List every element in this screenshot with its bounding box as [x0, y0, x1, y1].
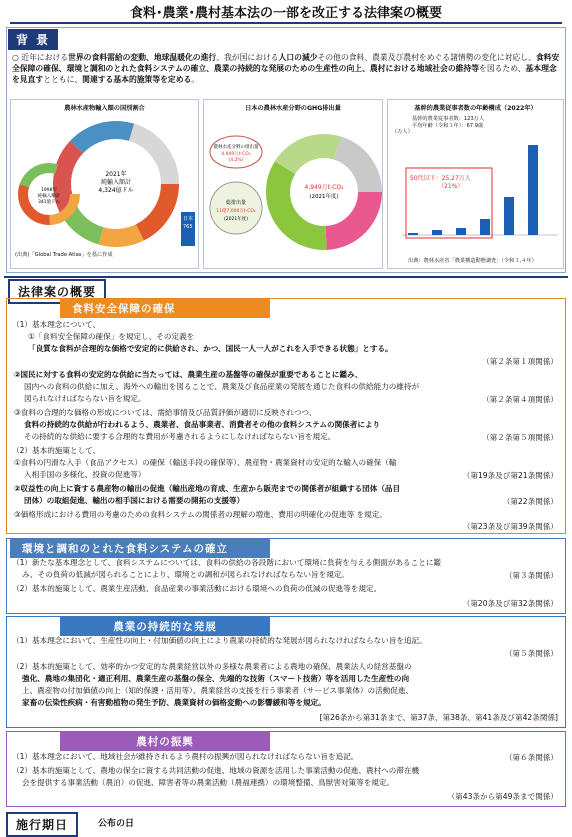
svg-text:農林水産分野の排出量: 農林水産分野の排出量 — [213, 145, 259, 150]
text-line: 強化、農地の集団化・適正利用、農業生産の基盤の保全、先端的な技術（スマート技術）等を活用した生産性の向 — [22, 674, 410, 683]
text-line: 入相手国の多様化、投資の促進等） — [24, 470, 146, 479]
article-ref: （第６条関係） — [504, 753, 558, 762]
svg-text:1998年: 1998年 — [41, 188, 57, 193]
text-line: （2）基本的施策として、農地の保全に資する共同活動の促進、地域の資源を活用した事業活動の促進、農村への滞在機 — [12, 766, 420, 775]
text-line: ③価格形成における費用の考慮のための食料システムの関係者の理解の増進、費用の明確化の促進等 を規定。 — [14, 510, 387, 519]
article-ref: （第３条関係） — [504, 571, 558, 580]
background-text: ○ 近年における世界の食料需給の変動、地球温暖化の進行、我が国における人口の減少その他の食料、農業及び農村をめぐる諸情勢の変化に対応し、食料安全保障の確保、環境と調和のとれた食料システムの確立、農業の持続的な発展のための生産性の向上、農村における地域社会の維持等を図るため、基本理念を見直すとともに、関連する基本的施策等を定める。 — [12, 53, 560, 84]
import-share-chart — [10, 99, 199, 269]
text-line: （2）基本的施策として、農業生産活動、食品産業の事業活動における環境への負荷の低減の促進等を規定。 — [12, 584, 382, 593]
chart-source: 出典：農林水産省「農業構造動態調査」（令和３,４年） — [408, 258, 537, 264]
article-ref: （第２条第５項関係） — [482, 433, 558, 442]
article-ref: （第20条及び第32条関係） — [462, 599, 558, 608]
article-ref: （第５条関係） — [504, 649, 558, 658]
farmer-age-chart — [387, 99, 564, 269]
svg-text:（21%）: （21%） — [438, 183, 464, 190]
article-ref: （第22条関係） — [502, 497, 558, 506]
text-line: 家畜の伝染性疾病・有害動植物の発生予防、農業資材の価格変動への影響緩和等を規定。 — [22, 698, 326, 707]
import-donut — [11, 112, 200, 262]
svg-text:(4.2%): (4.2%) — [228, 158, 244, 163]
text-line: その持続的な供給に要する合理的な費用が考慮されるようにしなければならない旨を規定。 — [24, 432, 336, 441]
text-line: （1）基本理念において、地域社会が維持されるよう農村の振興が図られなければならない旨を追記。 — [12, 752, 359, 761]
article-ref: （第43条から第49条まで関係） — [447, 792, 558, 801]
svg-text:4,949万t-CO₂: 4,949万t-CO₂ — [221, 152, 251, 157]
ghg-chart — [203, 99, 383, 269]
background-label: 背 景 — [8, 29, 58, 50]
chart-source: (出典)「Global Trade Atlas」を基に作成 — [15, 252, 113, 258]
text-line: 「良質な食料が合理的な価格で安定的に供給され、かつ、国民一人一人がこれを入手できる状態」とする。 — [28, 344, 393, 353]
text-line: （2）基本的施策として、 — [12, 446, 101, 455]
article-ref: （第19条及び第21条関係） — [462, 471, 558, 480]
section-heading: 環境と調和のとれた食料システムの確立 — [10, 539, 270, 558]
text-line: ②収益性の向上に資する農産物の輸出の促進（輸出産地の育成、生産から販売までの関係者が組織する団体（品目 — [14, 484, 401, 493]
svg-text:(2021年度): (2021年度) — [224, 217, 248, 222]
text-line: 国内への食料の供給に加え、海外への輸出を図ることで、農業及び食品産業の発展を通じた食料の供給能力の維持が — [24, 382, 420, 391]
svg-text:11億7,000万t-CO₂: 11億7,000万t-CO₂ — [216, 209, 256, 214]
text-line: ②国民に対する食料の安定的な供給に当たっては、農業生産の基盤等の確保が重要であることに鑑み、 — [14, 370, 363, 379]
text-line: 団体）の取組促進、輸出の相手国における需要の開拓の支援等） — [24, 496, 245, 505]
text-line: ①「食料安全保障の確保」を規定し、その定義を — [28, 332, 195, 341]
chart-title: 基幹的農業従事者数の年齢構成（2022年） — [414, 105, 537, 112]
law-divider — [4, 276, 568, 278]
section-heading: 農業の持続的な発展 — [60, 617, 270, 636]
svg-text:純輸入額計: 純輸入額計 — [100, 179, 132, 186]
article-ref: （第23条及び第39条関係） — [462, 522, 558, 531]
chart-title: 日本の農林水産分野のGHG排出量 — [245, 105, 341, 112]
text-line: 図られなければならない旨を規定。 — [24, 394, 146, 403]
text-line: 食料の持続的な供給が行われるよう、農業者、食品事業者、消費者その他の食料システムの関係者により — [24, 420, 381, 429]
svg-text:4,949万t-CO₂: 4,949万t-CO₂ — [304, 184, 344, 191]
svg-text:341億ドル: 341億ドル — [37, 200, 61, 205]
svg-text:総排出量: 総排出量 — [225, 200, 247, 206]
svg-text:50代以下：25.27万人: 50代以下：25.27万人 — [410, 175, 471, 182]
article-ref: （第２条第１項関係） — [482, 357, 558, 366]
text-line: （2）基本的施策として、効率的かつ安定的な農業経営以外の多様な農業者による農地の確保、農業法人の経営基盤の — [12, 662, 412, 671]
svg-text:765: 765 — [183, 224, 193, 230]
svg-text:日本: 日本 — [183, 216, 194, 222]
section-heading: 農村の振興 — [60, 732, 270, 751]
chart-unit: （万人） — [392, 129, 413, 135]
svg-text:4,324億ドル: 4,324億ドル — [98, 187, 134, 194]
law-label: 法律案の概要 — [8, 279, 106, 304]
effective-label: 施行期日 — [6, 812, 78, 837]
text-line: ①食料の円滑な入手（食品アクセス）の確保（輸送手段の確保等）、農産物・農業資材の安定的な輸入の確保（輸 — [14, 458, 397, 467]
svg-text:純輸入額計: 純輸入額計 — [37, 194, 61, 199]
text-line: （1）基本理念において、生産性の向上・付加価値の向上により農業の持続的な発展が図られなければならない旨を追記。 — [12, 636, 427, 645]
text-line: （1）新たな基本理念として、食料システムについては、食料の供給の各段階において環境に負荷を与える側面があることに鑑 — [12, 558, 442, 567]
text-line: ③食料の合理的な価格の形成については、需給事情及び品質評価が適切に反映されつつ、 — [14, 408, 317, 417]
text-line: 会を提供する事業活動（農泊）の促進、障害者等の農業活動（農福連携）の環境整備、鳥獣害対策等を規定。 — [22, 778, 395, 787]
section-heading: 食料安全保障の確保 — [60, 299, 270, 318]
svg-text:(2021年度): (2021年度) — [309, 194, 339, 200]
title-underline — [10, 22, 562, 24]
chart-stat: 平均年齢（令和３年）：67.9歳 — [412, 122, 484, 129]
ghg-donut — [204, 112, 384, 272]
age-bars — [388, 140, 565, 250]
article-ref: [第26条から第31条まで、第37条、第38条、第41条及び第42条関係] — [319, 713, 558, 722]
article-ref: （第２条第４項関係） — [482, 395, 558, 404]
chart-stat: 基幹的農業従事者数：123万人 — [412, 116, 485, 122]
text-line: （1）基本理念について、 — [12, 320, 101, 329]
text-line: 上、農産物の付加価値の向上（知的保護・活用等）、農業経営の支援を行う事業者（サービス事業体）の活動促進、 — [22, 686, 414, 695]
chart-title: 農林水産物輸入額の国別割合 — [64, 105, 145, 112]
text-line: み、その負荷の低減が図られることにより、環境との調和が図られなければならない旨を規定。 — [22, 570, 349, 579]
document-title: 食料･農業･農村基本法の一部を改正する法律案の概要 — [129, 6, 442, 21]
svg-text:2021年: 2021年 — [105, 171, 127, 178]
effective-value: 公布の日 — [98, 819, 135, 829]
